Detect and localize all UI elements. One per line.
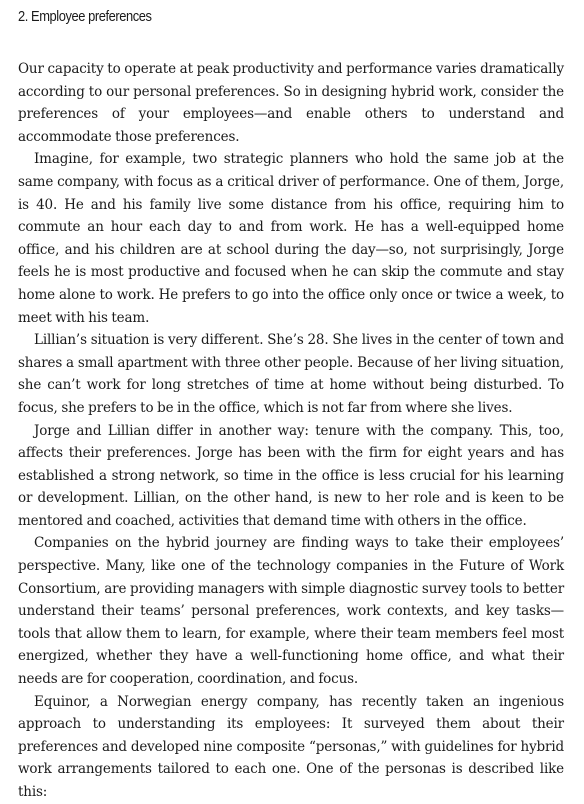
paragraph: Equinor, a Norwegian energy company, has recently taken an ingenious approach to understanding its employees: It surveyed them about their preferences and developed nine composite “personas,” with guidelines for hybrid work arrangements tailored to each one. One of the personas is described like this:	[18, 693, 564, 800]
paragraph: Imagine, for example, two strategic planners who hold the same job at the same company, with focus as a critical driver of performance. One of them, Jorge, is 40. He and his family live some distance from his office, requiring him to commute an hour each day to and from work. He has a well-equipped home office, and his children are at school during the day—so, not surprisingly, Jorge feels he is most productive and focused when he can skip the commute and stay home alone to work. He prefers to go into the office only once or twice a week, to meet with his team.	[18, 151, 564, 326]
paragraph: Our capacity to operate at peak productivity and performance varies dramatically according to our personal preferences. So in designing hybrid work, consider the preferences of your employees—and enable others to understand and accommodate those preferences.	[18, 61, 564, 145]
paragraph: Jorge and Lillian differ in another way: tenure with the company. This, too, affects their preferences. Jorge has been with the firm for eight years and has established a strong network, so time in the office is less crucial for his learning or development. Lillian, on the other hand, is new to her role and is keen to be mentored and coached, activities that demand time with others in the office.	[18, 422, 564, 529]
section-heading: 2. Employee preferences	[18, 8, 152, 25]
body-text	[18, 58, 564, 804]
paragraph: Lillian’s situation is very different. She’s 28. She lives in the center of town and shares a small apartment with three other people. Because of her living situation, she can’t work for long stretches of time at home without being disturbed. To focus, she prefers to be in the office, which is not far from where she lives.	[18, 332, 564, 416]
paragraph: Companies on the hybrid journey are finding ways to take their employees’ perspective. Many, like one of the technology companies in the Future of Work Consortium, are providing managers with simple diagnostic survey tools to better understand their teams’ personal preferences, work contexts, and key tasks—tools that allow them to learn, for example, where their team members feel most energized, whether they have a well-functioning home office, and what their needs are for cooperation, coordination, and focus.	[18, 535, 564, 688]
